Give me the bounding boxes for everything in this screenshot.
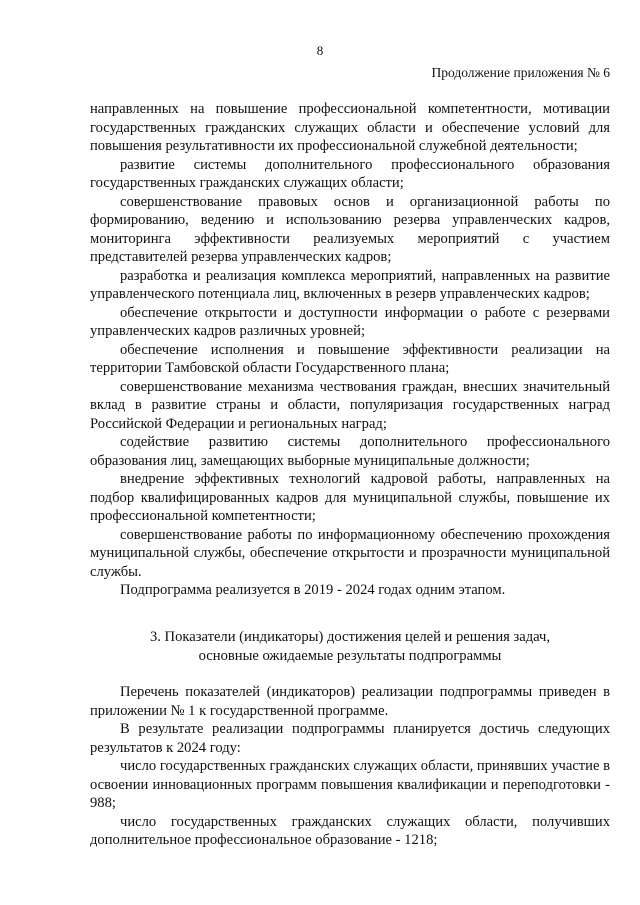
paragraph: совершенствование работы по информационному обеспечению прохождения муниципальной службы, обеспечение открытости и прозрачности муниципальной службы. (90, 526, 610, 580)
paragraph: В результате реализации подпрограммы планируется достичь следующих результатов к 2024 году: (90, 721, 610, 756)
section-heading (90, 628, 610, 665)
section-heading-line: основные ожидаемые результаты подпрограммы (198, 647, 502, 664)
paragraph: обеспечение исполнения и повышение эффективности реализации на территории Тамбовской области Государственного плана; (90, 341, 610, 376)
paragraph: внедрение эффективных технологий кадровой работы, направленных на подбор квалифицированных кадров для муниципальной службы, повышение их профессиональной компетентности; (90, 471, 610, 524)
paragraph: развитие системы дополнительного профессионального образования государственных гражданских служащих области; (90, 156, 610, 191)
page-number: 8 (316, 43, 324, 58)
paragraph: число государственных гражданских служащих области, получивших дополнительное профессиональное образование - 1218; (90, 813, 610, 848)
appendix-label: Продолжение приложения № 6 (431, 65, 610, 80)
section-heading-line: 3. Показатели (индикаторы) достижения целей и решения задач, (149, 629, 551, 645)
paragraph: обеспечение открытости и доступности информации о работе с резервами управленческих кадров различных уровней; (90, 304, 610, 339)
paragraph: совершенствование механизма чествования граждан, внесших значительный вклад в развитие страны и области, популяризация государственных наград Российской Федерации и региональных наград; (90, 378, 610, 432)
paragraph: Перечень показателей (индикаторов) реализации подпрограммы приведен в приложении № 1 к государственной программе. (90, 684, 610, 719)
body-text (90, 100, 610, 600)
paragraph: содействие развитию системы дополнительного профессионального образования лиц, замещающих выборные муниципальные должности; (90, 434, 610, 469)
paragraph: направленных на повышение профессиональной компетентности, мотивации государственных гражданских служащих области и обеспечение условий для повышения результативности их профессиональной служебной деятельности; (90, 101, 610, 154)
paragraph: разработка и реализация комплекса мероприятий, направленных на развитие управленческого потенциала лиц, включенных в резерв управленческих кадров; (90, 267, 610, 302)
paragraph: совершенствование правовых основ и организационной работы по формированию, ведению и использованию резерва управленческих кадров, мониторинга эффективности реализуемых мероприятий с участием представителей резерва управленческих кадров; (90, 193, 610, 265)
section-body-text (90, 683, 610, 850)
paragraph: число государственных гражданских служащих области, принявших участие в освоении инновационных программ повышения квалификации и переподготовки - 988; (90, 758, 611, 811)
paragraph: Подпрограмма реализуется в 2019 - 2024 годах одним этапом. (120, 582, 506, 598)
